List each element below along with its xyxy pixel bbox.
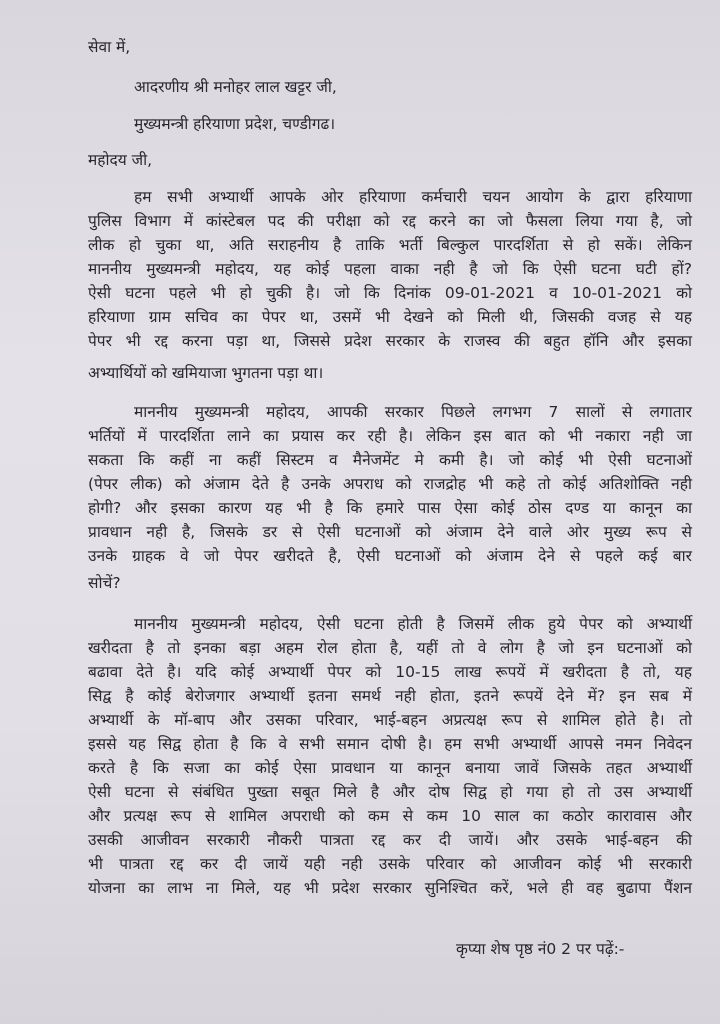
paragraph-3-line: बढावा देते है। यदि कोई अभ्यार्थी पेपर को 10-15 लाख रूपयें में खरीदता है तो, यह — [88, 663, 692, 681]
paragraph-2-line: प्रावधान नही है, जिसके डर से ऐसी घटनाओं को अंजाम देने वाले ओर मुख्य रूप से — [88, 523, 692, 541]
address-line-2: मुख्यमन्त्री हरियाणा प्रदेश, चण्डीगढ। — [134, 115, 336, 133]
paragraph-2-line: होगी? और इसका कारण यह भी है कि हमारे पास ऐसा कोई ठोस दण्ड या कानून का — [88, 499, 692, 517]
paragraph-1-line: लीक हो चुका था, अति सराहनीय है ताकि भर्ती बिल्कुल पारदर्शिता से हो सकें। लेकिन — [88, 236, 692, 254]
paragraph-2-line: भर्तियों में पारदर्शिता लाने का प्रयास कर रही है। लेकिन इस बात को भी नकारा नही जा — [88, 427, 692, 445]
paragraph-3-line: भी पात्रता रद्द कर दी जायें यही नही उसके परिवार को आजीवन कोई भी सरकारी — [88, 855, 692, 873]
paragraph-3-line: और प्रत्यक्ष रूप से शामिल अपराधी को कम से कम 10 साल का कठोर कारावास और — [88, 807, 692, 825]
continued-note: कृप्या शेष पृष्ठ नं0 2 पर पढ़ें:- — [456, 940, 625, 958]
paragraph-3-line: सिद्व है कोई बेरोजगार अभ्यार्थी इतना समर्थ नही होता, इतने रूपयें देने में? इन सब में — [88, 687, 692, 705]
paragraph-3-line: माननीय मुख्यमन्त्री महोदय, ऐसी घटना होती है जिसमें लीक हुये पेपर को अभ्यार्थी — [134, 615, 692, 633]
paragraph-2-line: उनके ग्राहक वे जो पेपर खरीदते है, ऐसी घटनाओं को अंजाम देने से पहले कई बार — [88, 547, 692, 565]
paragraph-1-line: पेपर भी रद्द करना पड़ा था, जिससे प्रदेश सरकार के राजस्व की बहुत हॉनि और इसका — [88, 332, 692, 350]
address-line-1: आदरणीय श्री मनोहर लाल खट्टर जी, — [134, 78, 337, 96]
paragraph-1-line: पुलिस विभाग में कांस्टेबल पद की परीक्षा को रद्द करने का जो फैसला लिया गया है, जो — [88, 212, 692, 230]
paragraph-3-line: योजना का लाभ ना मिले, यह भी प्रदेश सरकार सुनिश्चित करें, भले ही वह बुढापा पैंशन — [88, 879, 692, 897]
paragraph-3-line: अभ्यार्थी के मॉ-बाप और उसका परिवार, भाई-बहन अप्रत्यक्ष रूप से शामिल होते है। तो — [88, 711, 692, 729]
paragraph-2-line: माननीय मुख्यमन्त्री महोदय, आपकी सरकार पिछले लगभग 7 सालों से लगातार — [134, 403, 692, 421]
greeting: महोदय जी, — [88, 151, 153, 169]
paragraph-2-line: सोचें? — [88, 574, 121, 592]
paragraph-3-line: करते है कि सजा का कोई ऐसा प्रावधान या कानून बनाया जावें जिसके तहत अभ्यार्थी — [88, 759, 692, 777]
salutation: सेवा में, — [88, 38, 131, 56]
paragraph-1-line: माननीय मुख्यमन्त्री महोदय, यह कोई पहला वाका नही है जो कि ऐसी घटना घटी हों? — [88, 260, 692, 278]
paragraph-1-line: ऐसी घटना पहले भी हो चुकी है। जो कि दिनांक 09-01-2021 व 10-01-2021 को — [88, 284, 692, 302]
paragraph-2-line: (पेपर लीक) को अंजाम देते है उनके अपराध को राजद्रोह भी कहे तो कोई अतिशोक्ति नही — [88, 475, 692, 493]
paragraph-1-line: अभ्यार्थियों को खमियाजा भुगतना पड़ा था। — [88, 364, 324, 382]
paragraph-2-line: सकता कि कहीं ना कहीं सिस्टम व मैनेजमेंट मे कमी है। जो कोई भी ऐसी घटनाओं — [88, 451, 692, 469]
paragraph-3-line: इससे यह सिद्व होता है कि वे सभी समान दोषी है। हम सभी अभ्यार्थी आपसे नमन निवेदन — [88, 735, 692, 753]
paragraph-1-line: हरियाणा ग्राम सचिव का पेपर था, उसमें भी देखने को मिली थी, जिसकी वजह से यह — [88, 308, 692, 326]
paragraph-3-line: खरीदता है तो इनका बड़ा अहम रोल होता है, यहीं तो वे लोग है जो इन घटनाओं को — [88, 639, 692, 657]
paragraph-3-line: ऐसी घटना से संबंधित पुख्ता सबूत मिले है और दोष सिद्व हो गया हो तो उस अभ्यार्थी — [88, 783, 692, 801]
paragraph-1-line: हम सभी अभ्यार्थी आपके ओर हरियाणा कर्मचारी चयन आयोग के द्वारा हरियाणा — [134, 188, 692, 206]
paragraph-3-line: उसकी आजीवन सरकारी नौकरी पात्रता रद्द कर दी जायें। और उसके भाई-बहन की — [88, 831, 692, 849]
